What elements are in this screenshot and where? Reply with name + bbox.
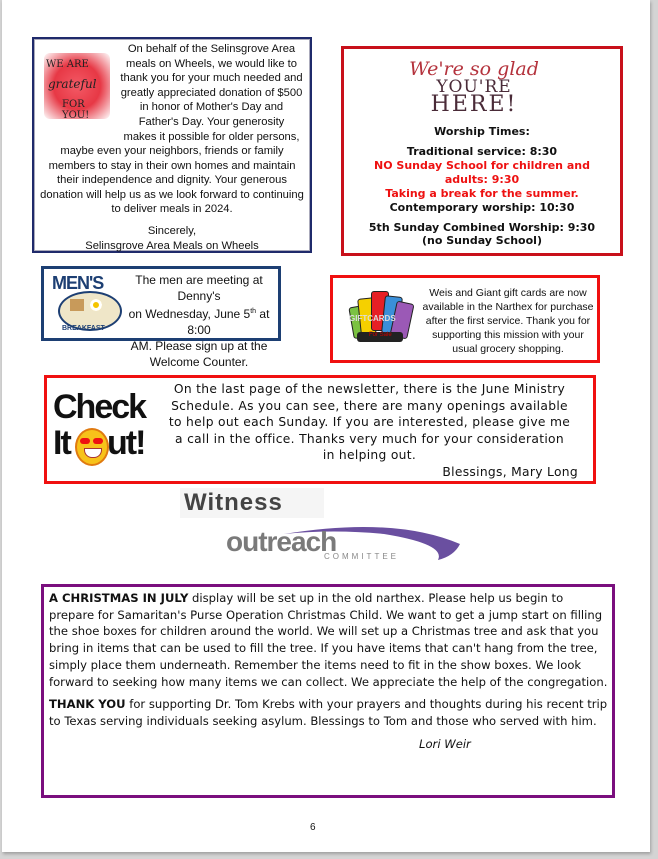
worship-heading: Worship Times: [434,125,530,138]
text-line: makes it possible for older persons, [123,130,300,143]
logo-line: Check [53,388,146,426]
closing: Sincerely, [147,224,197,237]
paragraph-text: display will be set up in the old narthex. Please help us begin to prepare for Samaritan's Purse Operation Christmas Child. We want to get a jump start on filling the shoe boxes for children around the world. We will set up a Christmas tree and ask that you bring in items that can be used to fill the tree. If you have items that can't hang from the tree, simply place them underneath. Remember the items need to fit in the show boxes. We look forward to seeking how many items we can collect. We appreciate the help of the congregation. [49,591,608,689]
logo-line: HERE! [430,92,518,117]
summer-break: Taking a break for the summer. [385,187,579,200]
text-line: Weis and Giant gift cards are now [429,287,587,299]
fifth-sunday-worship: 5th Sunday Combined Worship: 9:30 [368,221,596,234]
bold-lead: THANK YOU [49,697,126,712]
text-line: Welcome Counter. [149,355,249,369]
check-it-out-logo [51,386,149,466]
grateful-image [44,53,110,119]
grateful-text-3: FOR YOU! [62,99,90,121]
text-line: Father's Day. Your generosity [138,115,285,128]
mens-breakfast-logo [50,273,124,335]
witness-heading: Witness [184,489,283,516]
logo-line: MEN'S [52,273,104,293]
no-sunday-school: NO Sunday School for children and adults: 9:30 [374,159,590,186]
superscript: th [250,308,257,315]
text-line: after the first service. Thank you for [425,315,591,327]
signature: Selinsgrove Area Meals on Wheels [85,239,259,252]
meals-text-bottom [34,144,310,253]
meals-on-wheels-box [32,37,312,253]
outreach-logo-text: outreach [226,526,337,557]
fifth-sunday-note: (no Sunday School) [422,234,542,247]
text-line: On behalf of the Selinsgrove Area [127,43,296,55]
text-line: available in the Narthex for purchase [422,301,594,313]
text-line: in honor of Mother's Day and [139,101,284,114]
text-line: their independence and dignity. Your generous [57,174,287,187]
smiley-icon [75,428,109,466]
text-line: usual grocery shopping. [452,343,564,355]
witness-heading-bg [180,488,324,518]
text-line: donation will help us as we look forward to continuing [40,188,304,201]
logo-line: BREAKFAST [62,325,105,332]
thank-you-paragraph [49,696,609,729]
outreach-box [41,584,615,798]
text-line: meals on Wheels, we would like to [126,57,297,70]
logo-line: ut! [107,424,145,462]
check-it-out-text [147,381,592,480]
gift-cards-logo [347,286,413,346]
text-part: at 8:00 [187,307,270,337]
text-part: on Wednesday, June 5 [128,307,251,321]
grateful-text-1: WE ARE [46,59,89,70]
logo-line: GIFTCARDS [349,314,396,323]
mens-text [124,272,274,370]
text-line: a call in the office. Thanks very much for your consideration [175,431,564,446]
newsletter-page [2,0,650,852]
worship-times-box [341,46,623,256]
text-line: supporting this mission with your [432,329,584,341]
page-number: 6 [310,822,316,833]
christmas-in-july-paragraph [49,590,609,690]
text-line: maybe even your neighbors, friends or family [60,145,284,157]
so-glad-logo [394,59,554,115]
signature: Blessings, Mary Long [442,464,578,479]
meals-text-top [114,42,309,144]
outreach-committee-logo [224,520,464,564]
committee-logo-text: COMMITTEE [324,552,399,561]
logo-line: It [53,424,70,462]
paragraph-text: for supporting Dr. Tom Krebs with your prayers and thoughts during his recent trip to Texas serving individuals seeking asylum. Blessings to Tom and those who served with him. [49,697,608,728]
outreach-text [49,590,609,752]
mens-breakfast-box [41,266,281,369]
text-line: in helping out. [322,448,417,462]
grateful-text-2: grateful [48,77,97,91]
text-line [124,304,274,338]
text-line: greatly appreciated donation of $500 [120,86,303,99]
check-it-out-box [44,375,596,484]
text-line: members to stay in their own homes and maintain [48,159,296,172]
text-line: AM. Please sign up at the [130,339,268,353]
text-line: to deliver meals in 2024. [111,203,233,216]
bold-lead: A CHRISTMAS IN JULY [49,591,189,605]
text-line: thank you for your much needed and [120,72,303,85]
text-line: Schedule. As you can see, there are many openings available [171,398,568,413]
signature: Lori Weir [419,736,471,751]
contemporary-worship: Contemporary worship: 10:30 [389,201,575,214]
text-line: to help out each Sunday. If you are interested, please give me [168,415,571,429]
traditional-service: Traditional service: 8:30 [406,145,558,158]
gift-cards-text [418,286,598,356]
gift-cards-box [330,275,600,363]
text-line: The men are meeting at Denny's [135,273,263,303]
logo-line: YOU'RE [436,77,512,97]
text-line: On the last page of the newsletter, there is the June Ministry [173,382,566,396]
logo-line: We're so glad [409,58,539,80]
logo-line: For Sale [369,332,392,338]
